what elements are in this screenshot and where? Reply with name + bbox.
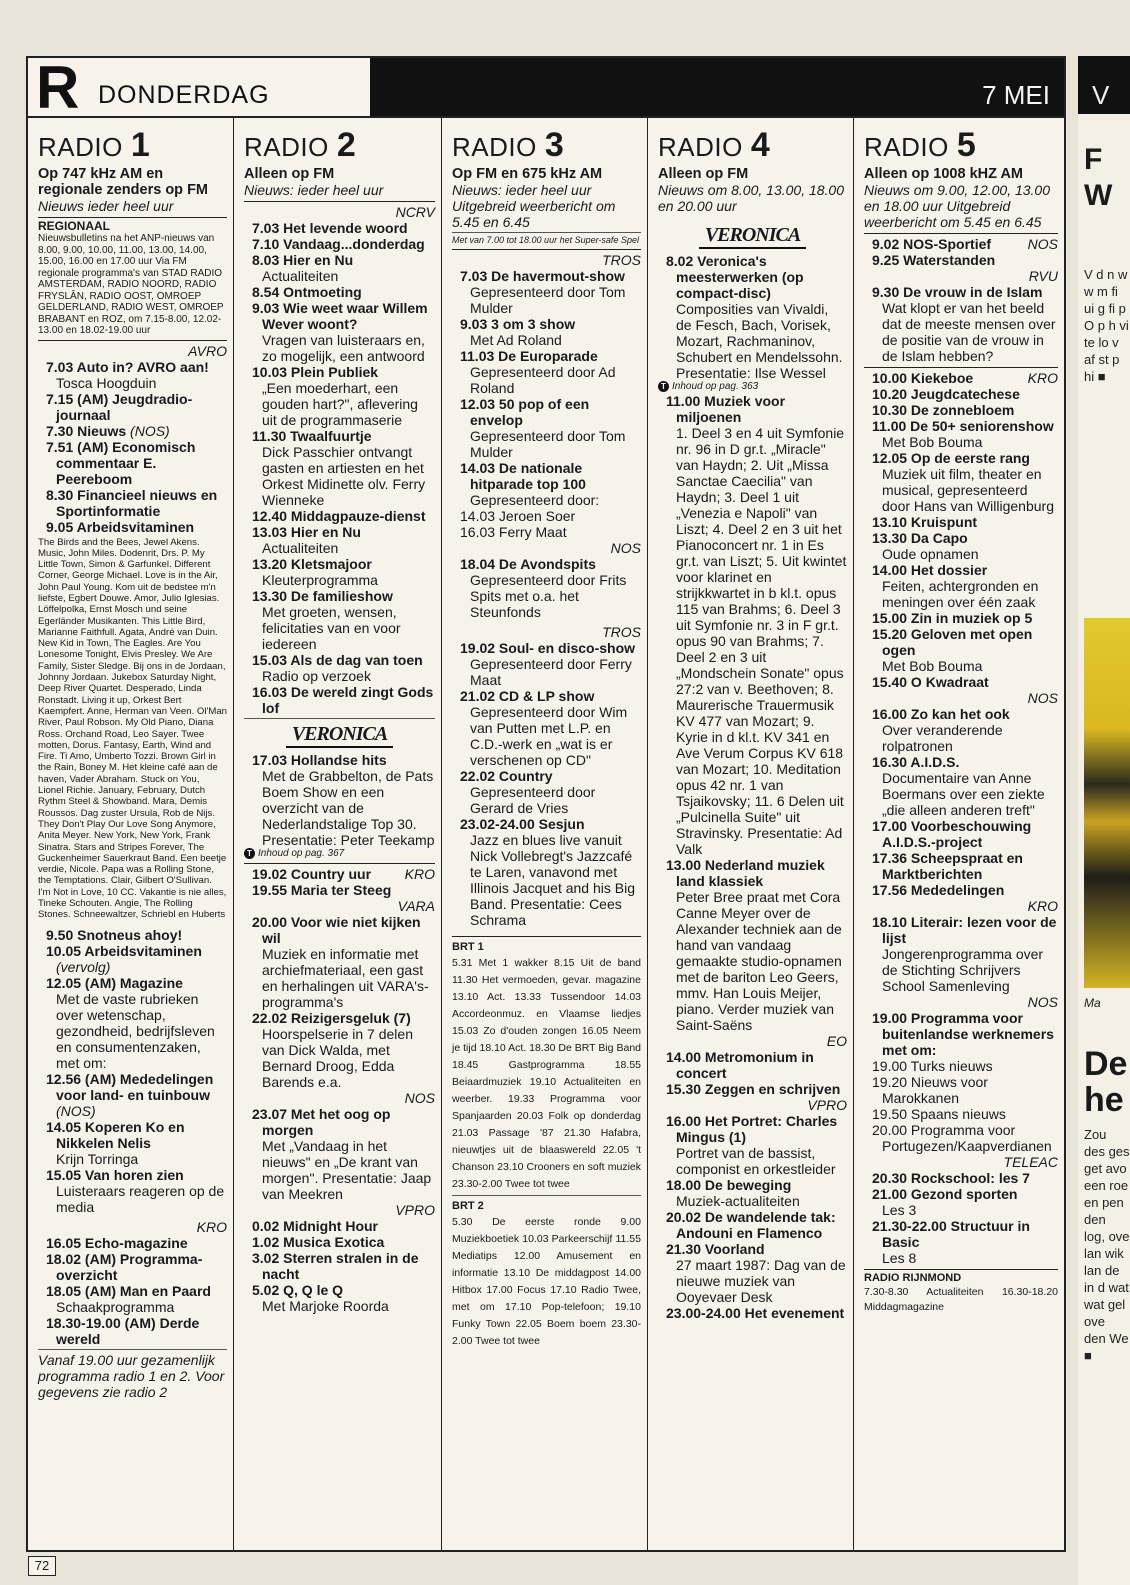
program-entry: 16.00 Het Portret: Charles Mingus (1) <box>666 1113 838 1145</box>
frequency-info: Alleen op 1008 kHZ AM <box>864 166 1024 182</box>
program-desc: Documentaire van Anne Boermans over een ziekte „die alleen anderen treft" <box>882 770 1045 818</box>
broadcaster-label: TELEAC <box>1003 1154 1058 1170</box>
program-desc: Met groeten, wensen, felicitaties van en voor iedereen <box>262 604 401 652</box>
program-desc: Feiten, achtergronden en meningen over één zaak <box>882 578 1039 610</box>
tv-guide-page <box>26 56 1066 1552</box>
program-desc: Muziek-actualiteiten <box>676 1193 800 1209</box>
program-desc: Peter Bree praat met Cora Canne Meyer over de Alexander techniek aan de hand van vandaag gemaakte studio-opnamen met de bariton Leo Geers, mmv. Han Louis Meijer, piano. Verder muziek van Saint-Saëns <box>676 889 842 1033</box>
frequency-info: Alleen op FM <box>244 166 335 182</box>
next-page-text: V d n w w m fi ui g fi p O p h vi te lo v af st p hi ■ <box>1084 267 1129 384</box>
program-entry: 20.00 Voor wie niet kijken wil <box>252 914 421 946</box>
brt2-schedule: 5.30 De eerste ronde 9.00 Muziekboetiek 10.03 Parkeerschijf 11.55 Mediatips 12.00 Amusement en informatie 13.10 De middagpost 14.00 Hitbox 17.00 Focus 17.10 Radio Twee, met om 17.10 Pop-telefoon; 19.10 Funky Town 22.05 Boem boem 23.30-2.00 Twee tot twee <box>452 1216 641 1347</box>
program-entry: 20.02 De wandelende tak: Andouni en Flamenco <box>666 1209 836 1241</box>
program-entry: 18.10 Literair: lezen voor de lijst <box>872 914 1057 946</box>
program-entry: 9.03 Wie weet waar Willem Wever woont? <box>252 300 428 332</box>
program-entry: 19.55 Maria ter Steeg <box>252 882 392 898</box>
program-entry: 7.15 (AM) Jeugdradio-journaal <box>46 390 193 423</box>
day-banner <box>28 54 1064 121</box>
broadcaster-label: TROS <box>602 624 641 640</box>
program-entry: 9.25 Waterstanden <box>872 252 996 268</box>
program-entry: 9.30 De vrouw in de Islam <box>872 284 1043 300</box>
program-entry: 7.51 (AM) Economisch commentaar E. Peereboom <box>46 438 196 487</box>
program-desc: Dick Passchier ontvangt gasten en artiesten en het Orkest Midinette olv. Ferry Wienneke <box>262 444 426 508</box>
program-entry: 5.02 Q, Q le Q <box>252 1282 344 1298</box>
program-desc: Actualiteiten <box>262 540 339 556</box>
program-entry: 12.05 (AM) Magazine <box>46 974 183 991</box>
veronica-logo: VERONICA <box>658 224 847 249</box>
program-entry: 10.00 Kiekeboe KRO <box>872 370 1058 386</box>
program-entry: 17.36 Scheepspraat en Marktberichten <box>872 850 1023 882</box>
program-entry: 7.03 De havermout-show <box>460 268 625 284</box>
program-entry: 17.56 Mededelingen <box>872 882 1005 898</box>
broadcaster-label: NCRV <box>395 204 435 220</box>
program-entry: 13.00 Nederland muziek land klassiek <box>666 857 825 889</box>
broadcaster-label: NOS <box>1027 690 1058 706</box>
program-desc: Gepresenteerd door Ad Roland <box>470 364 616 396</box>
program-desc: Wat klopt er van het beeld dat de meeste mensen over de positie van de vrouw in de Islam hebben? <box>882 300 1056 364</box>
news-info: Nieuws ieder heel uur <box>38 198 174 214</box>
program-entry: 18.02 (AM) Programma-overzicht <box>46 1250 203 1283</box>
program-desc: (vervolg) <box>56 958 111 975</box>
program-entry: 21.00 Gezond sporten <box>872 1186 1018 1202</box>
program-entry: 18.04 De Avondspits <box>460 556 596 572</box>
song-list: The Birds and the Bees, Jewel Akens. Music, John Miles. Dodenrit, Drs. P. My Little Town, Simon & Garfunkel. Different Corner, George Michael. Love is in the Air, John Paul Young. Kom uit de bedstee m'n liefste, Egbert Douwe. Amor, Julio Iglesias. Löffelpolka, Ernst Mosch und seine Egerländer Musikanten. This Little Bird, Marianne Faithfull. Agata, André van Duin. New Kid in Town, The Eagles. Are You Lonesome Tonight, Elvis Presley. We Are Family, Sister Sledge. Bij ons in de Jordaan, Johnny Jordaan. Jukebox Saturday Night, Deep River Quartet. Desperado, Linda Ronstadt. Living it up, Orkest Bert Kaempfert. Anne, Herman van Veen. Ol'Man River, Paul Robson. My Old Piano, Diana Ross. Orchand Road, Leo Sayer. Twee motten, Dorus. Fantasy, Earth, Wind and Fire. Ti Amo, Umberto Tozzi. Brown Girl in the Rain, Boney M. Het kleine café aan de haven, Vader Abraham. Stuck on You, Lionel Richie. January, February, Dutch Rythm Steel & Showband. Mara, Demis Roussos. Dag zuster Ursula, Rob de Nijs. They Don't Play Our Love Song Anymore, Anita Meyer. New York, New York, Frank Sinatra. Stars and Stripes Forever, The Guckenheimer Sauerkraut Band. Een beetje verdie, Nicole. Papa was a Rolling Stone, the Temptations. Clair, Gilbert O'Sullivan. I'm Not in Love, 10 CC. Vakantie is nie alles, Tineke Schouten. Angie, The Rolling Stones. Schneewaltzer, Schriebl en Huberts <box>38 536 228 921</box>
program-entry: 12.40 Middagpauze-dienst <box>252 508 426 524</box>
program-entry: 7.30 Nieuws (NOS) <box>46 422 170 439</box>
broadcaster-label: VARA <box>397 898 435 914</box>
program-desc: Jazz en blues live vanuit Nick Vollebregt's Jazzcafé te Laren, vanavond met Illinois Jacquet and his Big Band. Presentatie: Cees Schrama <box>470 832 635 928</box>
program-entry: 7.03 Het levende woord <box>252 220 408 236</box>
program-entry: 10.30 De zonnebloem <box>872 402 1015 418</box>
program-entry: 22.02 Reizigersgeluk (7) <box>252 1010 411 1026</box>
program-entry: 21.02 CD & LP show <box>460 688 595 704</box>
program-entry: 14.00 Metromonium in concert <box>666 1049 814 1081</box>
broadcaster-label: NOS <box>610 540 641 556</box>
broadcaster-label: RVU <box>1028 268 1058 284</box>
program-desc: Radio op verzoek <box>262 668 371 684</box>
program-entry: 9.05 Arbeidsvitaminen <box>46 518 195 535</box>
brt2-heading: BRT 2 <box>452 1200 484 1212</box>
program-desc: Gepresenteerd door Ferry Maat <box>470 656 632 688</box>
station-title: RADIO 1 <box>38 126 151 164</box>
program-desc: Vragen van luisteraars en, zo mogelijk, een antwoord <box>262 332 425 364</box>
program-desc: Met „Vandaag in het nieuws" en „De krant van morgen". Presentatie: Jaap van Meekren <box>262 1138 432 1202</box>
program-desc: Schaakprogramma <box>56 1298 175 1315</box>
program-desc: Gepresenteerd door Gerard de Vries <box>470 784 596 816</box>
program-desc: Met Bob Bouma <box>882 658 983 674</box>
broadcaster-label: NOS <box>1027 994 1058 1010</box>
frequency-info: Op FM en 675 kHz AM <box>452 166 603 182</box>
next-page-text-2: Zou des ges get avo een roe en pen den log, ove lan wik lan de in d wat wat gel ove den We ■ <box>1084 1127 1130 1363</box>
program-desc: Met Ad Roland <box>470 332 562 348</box>
note: Met van 7.00 tot 18.00 uur het Super-safe Spel <box>452 235 639 245</box>
program-desc: Portret van de bassist, componist en orkestleider <box>676 1145 836 1177</box>
program-desc: Oude opnamen <box>882 546 979 562</box>
program-entry: 10.20 Jeugdcatechese <box>872 386 1020 402</box>
program-desc: Muziek uit film, theater en musical, gepresenteerd door Hans van Willigenburg <box>882 466 1054 514</box>
brt1-schedule: 5.31 Met 1 wakker 8.15 Uit de band 11.30 Het vermoeden, gevar. magazine 13.10 Act. 13.33 Tussendoor 14.03 Accordeonmuz. en Vlaamse liedjes 15.03 Zo d'ouden zongen 16.05 Neem je tijd 18.10 Act. 18.30 De BRT Big Band 18.45 Gastprogramma 18.55 Beiaardmuziek 19.10 Actualiteiten en weerber. 19.33 Programma voor Spanjaarden 20.03 Folk op donderdag 21.03 Passage '87 21.30 Hafabra, nieuwtjes uit de blaaswereld 22.05 't Chanson 23.10 Crooners en soft muziek 23.30-2.00 Twee tot twee <box>452 957 641 1190</box>
program-desc: Actualiteiten <box>262 268 339 284</box>
program-desc: Gepresenteerd door Tom Mulder <box>470 284 626 316</box>
program-entry: 10.05 Arbeidsvitaminen <box>46 942 202 959</box>
program-entry: 23.07 Met het oog op morgen <box>252 1106 391 1138</box>
radio-2-column <box>233 118 441 1550</box>
section-letter-logo: R <box>36 54 80 121</box>
info-icon: T <box>658 381 669 392</box>
broadcaster-label: EO <box>826 1033 847 1049</box>
program-entry: 19.02 Soul- en disco-show <box>460 640 636 656</box>
broadcaster-label: NOS <box>404 1090 435 1106</box>
program-desc: Met de vaste rubrieken over wetenschap, gezondheid, bedrijfsleven en consumentenzaken, met om: <box>56 990 215 1071</box>
program-entry: 15.30 Zeggen en schrijven <box>666 1081 841 1097</box>
program-desc: Kleuterprogramma <box>262 572 378 588</box>
program-entry: 17.03 Hollandse hits <box>252 752 387 768</box>
footer-note: Vanaf 19.00 uur gezamenlijk programma radio 1 en 2. Voor gegevens zie radio 2 <box>38 1351 225 1400</box>
program-desc: Met de Grabbelton, de Pats Boem Show en een overzicht van de Nederlandstalige Top 30. Presentatie: Peter Teekamp <box>262 768 435 848</box>
frequency-info: Alleen op FM <box>658 166 749 182</box>
program-entry: 3.02 Sterren stralen in de nacht <box>252 1250 419 1282</box>
rijnmond-schedule: 7.30-8.30 Actualiteiten 16.30-18.20 Middagmagazine <box>864 1286 1058 1313</box>
program-entry: 21.30-22.00 Structuur in Basic <box>872 1218 1030 1250</box>
program-entry: 12.03 50 pop of een envelop <box>460 396 590 428</box>
station-title: RADIO 3 <box>452 126 565 164</box>
program-desc: „Een moederhart, een gouden hart?", aflevering uit de programmaserie <box>262 380 418 428</box>
program-desc: Gepresenteerd door: <box>470 492 600 508</box>
program-entry: 16.30 A.I.D.S. <box>872 754 960 770</box>
program-entry: 8.02 Veronica's meesterwerken (op compact-disc) <box>666 253 804 301</box>
program-entry: 13.30 De familieshow <box>252 588 393 604</box>
program-entry: 13.03 Hier en Nu <box>252 524 361 540</box>
program-entry: 23.00-24.00 Het evenement <box>666 1305 845 1321</box>
program-entry: 15.20 Geloven met open ogen <box>872 626 1033 658</box>
page-number: 72 <box>28 1556 56 1576</box>
regionaal-text: Nieuwsbulletins na het ANP-nieuws van 8.00, 9.00, 10.00, 11.00, 13.00, 14.00, 15.00, 16.00 en 17.00 uur Via FM regionale programma's van STAD RADIO AMSTERDAM, RADIO NOORD, RADIO FRYSLÂN, RADIO OOST, OMROEP GELDERLAND, RADIO WEST, OMROEP BRABANT en ROZ, om 7.15-8.00, 12.02-13.00 en 18.02-19.00 uur <box>38 233 224 336</box>
page-reference: T Inhoud op pag. 363 <box>658 381 847 393</box>
program-desc: 1. Deel 3 en 4 uit Symfonie nr. 96 in D gr.t. „Miracle" van Haydn; 2. Uit „Missa Sanctae Caecilia" van Haydn; 3. Deel 1 uit „Venezia e Napoli" van Liszt; 4. Deel 2 en 3 uit het Pianoconcert nr. 1 in Es gr.t. van Liszt; 5. Uit kwintet voor klarinet en strijkkwartet in b kl.t. opus 115 van Brahms; 6. Deel 3 uit Symfonie nr. 3 in F gr.t. opus 90 van Brahms; 7. Deel 2 en 3 uit „Mondschein Sonate" opus 27:2 van v. Beethoven; 8. Maurerische Trauermusik KV 477 van Mozart; 9. Kyrie in d kl.t. KV 341 en Ave Verum Corpus KV 618 van Mozart; 10. Meditation opus 42 nr. 1 van Tsjaikovsky; 11. 6 Delen uit „Pulcinella Suite" uit Stravinsky. Presentatie: Ad Valk <box>676 425 847 857</box>
news-info: Nieuws om 9.00, 12.00, 13.00 en 18.00 uur Uitgebreid weerbericht om 5.45 en 6.45 <box>864 182 1051 230</box>
radio-4-column <box>647 118 853 1550</box>
program-subentry: 20.00 Programma voor Portugezen/Kaapverdianen <box>872 1122 1052 1154</box>
program-desc: 27 maart 1987: Dag van de nieuwe muziek van Ooyevaer Desk <box>676 1257 846 1305</box>
program-subentry: 19.00 Turks nieuws <box>872 1058 993 1074</box>
program-entry: 7.03 Auto in? AVRO aan! <box>46 358 209 375</box>
program-desc: Jongerenprogramma over de Stichting Schrijvers School Samenleving <box>882 946 1044 994</box>
program-entry: 17.00 Voorbeschouwing A.I.D.S.-project <box>872 818 1032 850</box>
program-desc: Composities van Vivaldi, de Fesch, Bach, Vorisek, Mozart, Rachmaninov, Schubert en Mendelssohn. Presentatie: Ilse Wessel <box>676 301 843 381</box>
program-entry: 11.00 Muziek voor miljoenen <box>666 393 786 425</box>
program-entry: 19.00 Programma voor buitenlandse werknemers met om: <box>872 1010 1054 1058</box>
broadcaster-label: KRO <box>196 1218 227 1235</box>
program-entry: 10.03 Plein Publiek <box>252 364 379 380</box>
program-desc: Over veranderende rolpatronen <box>882 722 1003 754</box>
brt1-heading: BRT 1 <box>452 941 484 953</box>
program-desc: Luisteraars reageren op de media <box>56 1182 225 1215</box>
program-entry: 16.05 Echo-magazine <box>46 1234 188 1251</box>
page-reference: T Inhoud op pag. 367 <box>244 848 435 860</box>
program-desc: Gepresenteerd door Wim van Putten met L.P. en C.D.-werk en „wat is er verschenen op CD" <box>470 704 628 768</box>
program-entry: 18.05 (AM) Man en Paard <box>46 1282 211 1299</box>
program-entry: 14.03 De nationale hitparade top 100 <box>460 460 586 492</box>
program-subentry: 16.03 Ferry Maat <box>460 524 567 540</box>
news-info: Nieuws: ieder heel uur <box>244 182 384 198</box>
program-entry: 15.05 Van horen zien <box>46 1166 184 1183</box>
program-subentry: 14.03 Jeroen Soer <box>460 508 576 524</box>
program-entry: 23.02-24.00 Sesjun <box>460 816 585 832</box>
next-page-edge <box>1078 56 1130 1585</box>
station-columns <box>28 118 1064 1550</box>
program-entry: 16.03 De wereld zingt Gods lof <box>252 684 434 716</box>
date-label: 7 MEI <box>982 80 1050 110</box>
program-desc: Les 8 <box>882 1250 917 1266</box>
rijnmond-heading: RADIO RIJNMOND <box>864 1272 962 1284</box>
program-entry: 15.03 Als de dag van toen <box>252 652 423 668</box>
program-desc: Les 3 <box>882 1202 917 1218</box>
broadcaster-label: AVRO <box>188 342 227 359</box>
program-entry: 13.30 Da Capo <box>872 530 968 546</box>
program-entry: 12.56 (AM) Mededelingen voor land- en tuinbouw (NOS) <box>46 1070 214 1119</box>
program-entry: 22.02 Country <box>460 768 553 784</box>
broadcaster-label: TROS <box>602 252 641 268</box>
program-entry: 21.30 Voorland <box>666 1241 765 1257</box>
program-entry: 19.02 Country uur KRO <box>252 866 435 882</box>
day-label: DONDERDAG <box>98 81 270 109</box>
program-desc: Met Bob Bouma <box>882 434 983 450</box>
radio-3-column <box>441 118 647 1550</box>
program-entry: 15.40 O Kwadraat <box>872 674 989 690</box>
frequency-info: Op 747 kHz AM en regionale zenders op FM <box>38 166 208 198</box>
program-entry: 11.00 De 50+ seniorenshow <box>872 418 1054 434</box>
program-entry: 11.03 De Europarade <box>460 348 598 364</box>
program-entry: 18.30-19.00 (AM) Derde wereld <box>46 1314 200 1347</box>
program-entry: 8.30 Financieel nieuws en Sportinformatie <box>46 486 218 519</box>
program-entry: 11.30 Twaalfuurtje <box>252 428 372 444</box>
program-entry: 8.54 Ontmoeting <box>252 284 362 300</box>
station-title: RADIO 2 <box>244 126 357 164</box>
program-desc: Met Marjoke Roorda <box>262 1298 389 1314</box>
program-desc: Gepresenteerd door Frits Spits met o.a. het Steunfonds <box>470 572 627 620</box>
station-title: RADIO 5 <box>864 126 977 164</box>
broadcaster-label: VPRO <box>807 1097 847 1113</box>
next-page-photo <box>1084 618 1130 988</box>
program-entry: 9.02 NOS-Sportief NOS <box>872 236 1058 252</box>
program-subentry: 19.50 Spaans nieuws <box>872 1106 1006 1122</box>
program-entry: 13.20 Kletsmajoor <box>252 556 372 572</box>
program-entry: 0.02 Midnight Hour <box>252 1218 378 1234</box>
veronica-logo: VERONICA <box>244 723 435 748</box>
program-entry: 12.05 Op de eerste rang <box>872 450 1030 466</box>
program-entry: 7.10 Vandaag...donderdag <box>252 236 425 252</box>
program-entry: 13.10 Kruispunt <box>872 514 978 530</box>
info-icon: T <box>244 848 255 859</box>
radio-5-column <box>853 118 1064 1550</box>
next-page-letter: V <box>1092 80 1110 110</box>
program-entry: 16.00 Zo kan het ook <box>872 706 1010 722</box>
broadcaster-label: VPRO <box>395 1202 435 1218</box>
program-subentry: 19.20 Nieuws voor Marokkanen <box>872 1074 988 1106</box>
program-desc: Tosca Hoogduin <box>56 374 157 391</box>
program-entry: 1.02 Musica Exotica <box>252 1234 385 1250</box>
program-desc: Krijn Torringa <box>56 1150 139 1167</box>
program-desc: Gepresenteerd door Tom Mulder <box>470 428 626 460</box>
next-page-caption: Ma <box>1084 996 1101 1010</box>
program-entry: 9.03 3 om 3 show <box>460 316 576 332</box>
station-title: RADIO 4 <box>658 126 771 164</box>
program-entry: 14.05 Koperen Ko en Nikkelen Nelis <box>46 1118 185 1151</box>
program-entry: 20.30 Rockschool: les 7 <box>872 1170 1030 1186</box>
news-info: Nieuws om 8.00, 13.00, 18.00 en 20.00 uur <box>658 182 845 214</box>
next-page-heading: F W <box>1084 143 1113 212</box>
program-desc: Muziek en informatie met archiefmateriaal, een gast en herhalingen uit VARA's-programma's <box>262 946 429 1010</box>
regionaal-heading: REGIONAAL <box>38 219 110 233</box>
program-entry: 15.00 Zin in muziek op 5 <box>872 610 1033 626</box>
radio-1-column <box>28 118 233 1550</box>
program-desc: Hoorspelserie in 7 delen van Dick Walda, met Bernard Droog, Edda Barends e.a. <box>262 1026 413 1090</box>
news-info: Nieuws: ieder heel uur Uitgebreid weerbericht om 5.45 en 6.45 <box>452 182 616 230</box>
program-entry: 8.03 Hier en Nu <box>252 252 354 268</box>
broadcaster-label: KRO <box>1027 898 1058 914</box>
program-entry: 18.00 De beweging <box>666 1177 792 1193</box>
next-page-heading-2: De he <box>1084 1045 1128 1119</box>
program-entry: 9.50 Snotneus ahoy! <box>46 926 183 943</box>
program-entry: 14.00 Het dossier <box>872 562 988 578</box>
